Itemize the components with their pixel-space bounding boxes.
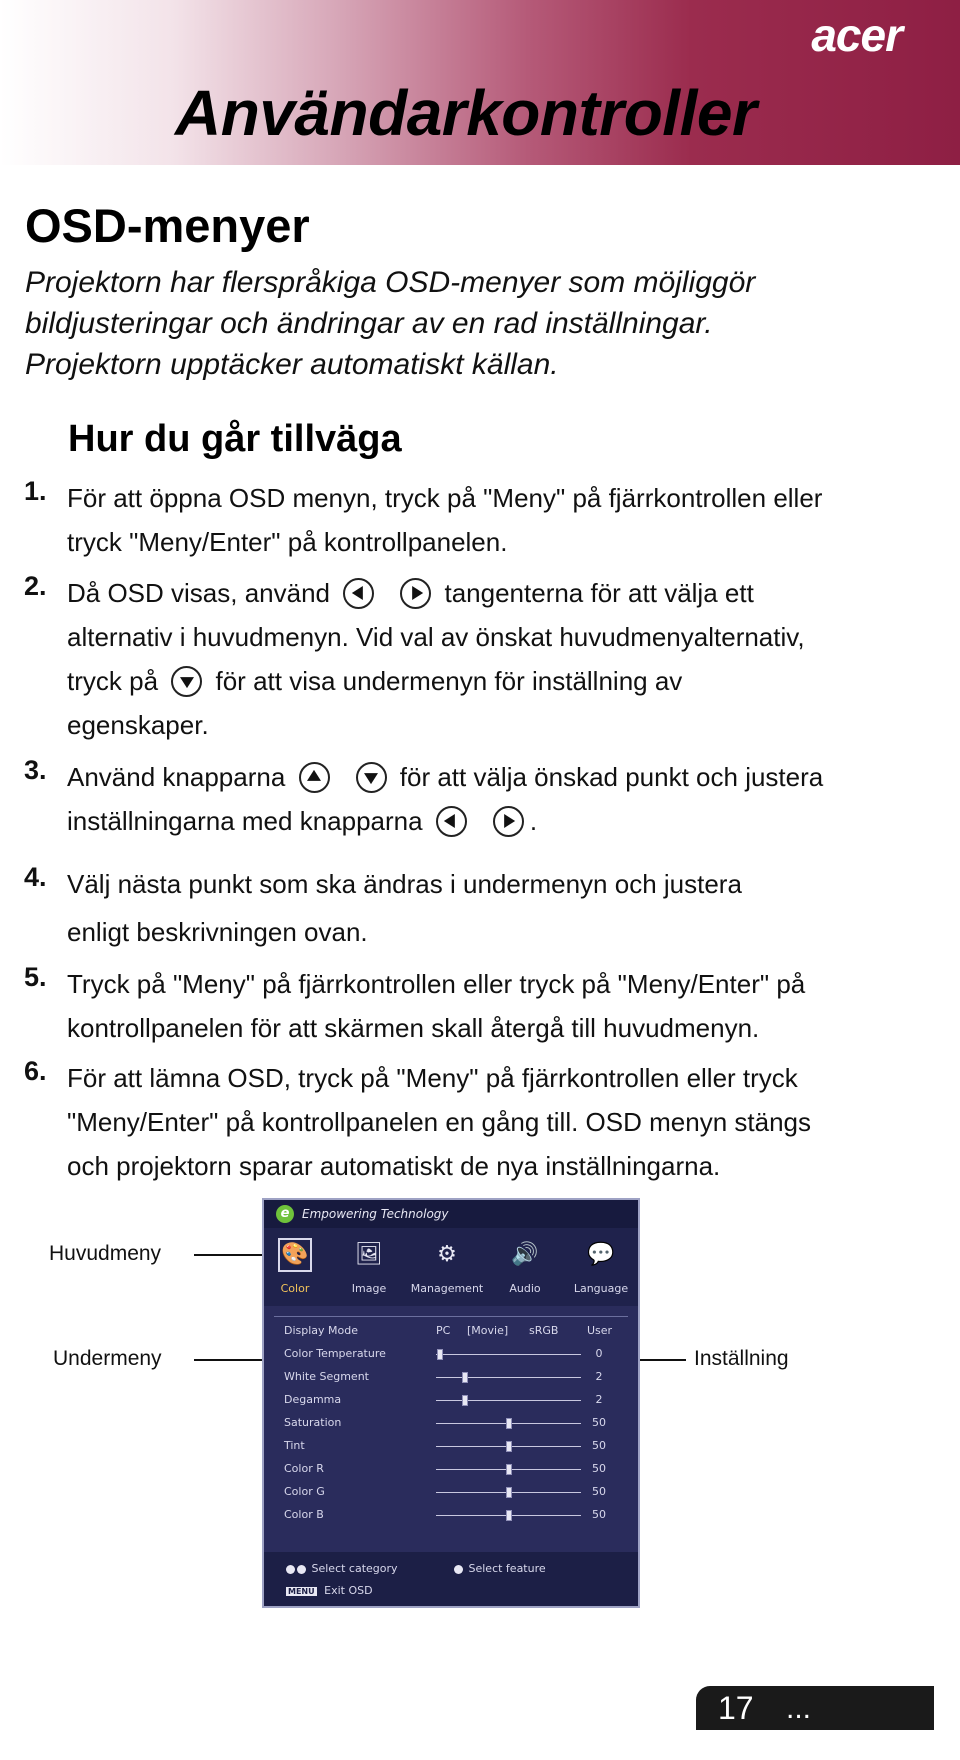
slider-track[interactable]: [436, 1423, 581, 1424]
slider-thumb[interactable]: [506, 1464, 512, 1475]
step-number: 2.: [24, 571, 47, 601]
callout-main-menu: Huvudmeny: [49, 1242, 162, 1265]
section-title: OSD-menyer: [25, 199, 310, 252]
step-line: För att lämna OSD, tryck på "Meny" på fjärrkontrollen eller tryck: [67, 1063, 798, 1093]
slider-value: 50: [592, 1485, 606, 1498]
tab-language[interactable]: [564, 1228, 638, 1306]
down-arrow-icon: [454, 1565, 463, 1574]
step-text: tryck på: [67, 666, 159, 696]
left-arrow-key-icon: [436, 806, 467, 837]
step-text: tangenterna för att välja ett: [444, 578, 754, 608]
slider-thumb[interactable]: [506, 1487, 512, 1498]
slider-value: 2: [595, 1393, 603, 1406]
callout-setting: Inställning: [694, 1347, 789, 1370]
callout-sub-menu: Undermeny: [53, 1347, 162, 1370]
page-footer: [696, 1686, 934, 1759]
slider-track[interactable]: [436, 1400, 581, 1401]
step-line: "Meny/Enter" på kontrollpanelen en gång till. OSD menyn stängs: [67, 1107, 811, 1137]
osd-row-slider[interactable]: [284, 1458, 624, 1480]
palette-icon: 🎨: [281, 1242, 309, 1267]
right-arrow-key-icon: [493, 806, 524, 837]
osd-main-menu: [264, 1228, 638, 1306]
step-line: Välj nästa punkt som ska ändras i undermenyn och justera: [67, 869, 742, 899]
osd-footer: [264, 1552, 638, 1606]
mode-option[interactable]: sRGB: [529, 1324, 559, 1337]
slider-value: 50: [592, 1439, 606, 1452]
osd-row-slider[interactable]: [284, 1366, 624, 1388]
slider-value: 50: [592, 1462, 606, 1475]
slider-thumb[interactable]: [506, 1418, 512, 1429]
left-arrow-key-icon: [343, 578, 374, 609]
slider-track[interactable]: [436, 1469, 581, 1470]
slider-track[interactable]: [436, 1515, 581, 1516]
step-line: enligt beskrivningen ovan.: [67, 917, 368, 947]
osd-row-slider[interactable]: [284, 1435, 624, 1457]
osd-row-display-mode[interactable]: [284, 1320, 624, 1342]
step-text: för att visa undermenyn för inställning av: [215, 666, 683, 696]
step-line: [67, 571, 907, 615]
osd-row-label: White Segment: [284, 1370, 369, 1383]
slider-track[interactable]: [436, 1446, 581, 1447]
slider-thumb[interactable]: [462, 1395, 468, 1406]
step-line: och projektorn sparar automatiskt de nya inställningarna.: [67, 1151, 721, 1181]
step-text: .: [529, 806, 538, 836]
step-text: för att välja önskad punkt och justera: [399, 762, 824, 792]
mode-option[interactable]: PC: [436, 1324, 451, 1337]
step-line: Tryck på "Meny" på fjärrkontrollen eller tryck på "Meny/Enter" på: [67, 969, 806, 999]
left-arrow-icon: [286, 1565, 295, 1574]
select-category-hint: [286, 1562, 398, 1575]
slider-thumb[interactable]: [462, 1372, 468, 1383]
osd-row-slider[interactable]: [284, 1389, 624, 1411]
step-number: 3.: [24, 755, 47, 785]
gear-icon: ⚙: [437, 1242, 457, 1267]
hint-text: Select category: [311, 1562, 398, 1575]
tab-color[interactable]: [258, 1228, 332, 1306]
slider-value: 0: [595, 1347, 603, 1360]
exit-hint: [286, 1584, 373, 1597]
intro-line: Projektorn upptäcker automatiskt källan.: [25, 348, 559, 381]
speaker-icon: 🔊: [511, 1242, 539, 1267]
osd-brand: Empowering Technology: [302, 1207, 449, 1221]
step-number: 4.: [24, 862, 47, 892]
right-arrow-key-icon: [400, 578, 431, 609]
step-number: 6.: [24, 1056, 47, 1086]
hint-text: Select feature: [468, 1562, 546, 1575]
tab-management[interactable]: [410, 1228, 484, 1306]
intro-line: Projektorn har flerspråkiga OSD-menyer som möjliggör: [25, 266, 756, 299]
select-feature-hint: [454, 1562, 546, 1575]
slider-track[interactable]: [436, 1492, 581, 1493]
step-number: 5.: [24, 962, 47, 992]
tab-label: Management: [410, 1282, 484, 1295]
tab-label: Language: [573, 1282, 629, 1295]
down-arrow-key-icon: [356, 762, 387, 793]
empowering-logo-icon: e: [276, 1205, 294, 1223]
slider-thumb[interactable]: [506, 1441, 512, 1452]
osd-divider: [274, 1316, 628, 1317]
osd-row-label: Degamma: [284, 1393, 342, 1406]
down-arrow-key-icon: [171, 666, 202, 697]
osd-row-label: Color Temperature: [284, 1347, 386, 1360]
tab-audio[interactable]: [488, 1228, 562, 1306]
step-line: tryck "Meny/Enter" på kontrollpanelen.: [67, 527, 508, 557]
step-text: Då OSD visas, använd: [67, 578, 331, 608]
osd-row-slider[interactable]: [284, 1412, 624, 1434]
page-number: 17: [718, 1690, 754, 1726]
tab-label: Color: [280, 1282, 310, 1295]
osd-row-label: Display Mode: [284, 1324, 359, 1337]
tab-image[interactable]: [332, 1228, 406, 1306]
osd-row-label: Tint: [284, 1439, 305, 1452]
slider-value: 50: [592, 1508, 606, 1521]
step-line: alternativ i huvudmenyn. Vid val av önskat huvudmenyalternativ,: [67, 622, 805, 652]
hint-text: Exit OSD: [324, 1584, 373, 1597]
step-line: egenskaper.: [67, 710, 209, 740]
slider-thumb[interactable]: [506, 1510, 512, 1521]
up-arrow-key-icon: [299, 762, 330, 793]
tab-label: Audio: [509, 1282, 541, 1295]
step-line: kontrollpanelen för att skärmen skall återgå till huvudmenyn.: [67, 1013, 760, 1043]
right-arrow-icon: [297, 1565, 306, 1574]
intro-line: bildjusteringar och ändringar av en rad inställningar.: [25, 307, 713, 340]
osd-row-slider[interactable]: [284, 1481, 624, 1503]
intro-paragraph: [25, 262, 925, 385]
step-number: 1.: [24, 476, 47, 506]
mode-option-selected[interactable]: [Movie]: [467, 1324, 509, 1337]
osd-row-slider[interactable]: [284, 1343, 624, 1365]
osd-row-label: Saturation: [284, 1416, 342, 1429]
step-line: [67, 755, 907, 799]
tab-label: Image: [351, 1282, 387, 1295]
acer-logo: acer: [811, 9, 902, 61]
page-title: Användarkontroller: [175, 77, 757, 149]
osd-menu-screenshot: [262, 1198, 640, 1608]
step-line: [67, 799, 907, 843]
step-line: [67, 659, 907, 703]
slider-value: 2: [595, 1370, 603, 1383]
osd-row-label: Color B: [284, 1508, 324, 1521]
step-line: För att öppna OSD menyn, tryck på "Meny" på fjärrkontrollen eller: [67, 483, 823, 513]
osd-row-slider[interactable]: [284, 1504, 624, 1526]
menu-key-icon: MENU: [288, 1586, 315, 1596]
osd-row-label: Color G: [284, 1485, 325, 1498]
slider-value: 50: [592, 1416, 606, 1429]
slider-track[interactable]: [436, 1377, 581, 1378]
subheading: Hur du går tillväga: [68, 418, 402, 460]
slider-track[interactable]: [436, 1354, 581, 1355]
mode-option[interactable]: User: [587, 1324, 613, 1337]
page-language: ... Svenska: [786, 1692, 902, 1759]
step-text: inställningarna med knapparna: [67, 806, 423, 836]
image-icon: 🖼: [355, 1242, 383, 1267]
slider-thumb[interactable]: [437, 1349, 443, 1360]
osd-row-label: Color R: [284, 1462, 324, 1475]
language-icon: 💬: [587, 1242, 615, 1267]
step-text: Använd knapparna: [67, 762, 286, 792]
